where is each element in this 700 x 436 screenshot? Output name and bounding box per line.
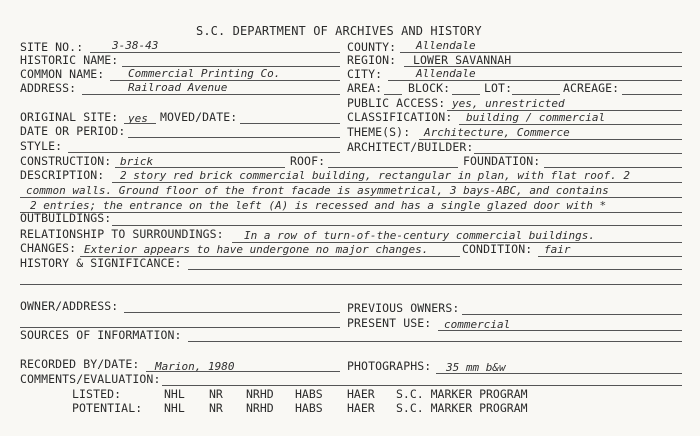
- lot-label: LOT:: [484, 81, 513, 95]
- architect-label: ARCHITECT/BUILDER:: [347, 140, 474, 154]
- condition-line: [538, 256, 682, 257]
- county-value: Allendale: [416, 39, 476, 52]
- site-no-line: [90, 52, 340, 53]
- description-line-3: 2 entries; the entrance on the left (A) is recessed and has a single glazed door with *: [30, 199, 607, 212]
- previous-owners-label: PREVIOUS OWNERS:: [347, 301, 460, 315]
- foundation-line: [544, 167, 682, 168]
- card-header: S.C. DEPARTMENT OF ARCHIVES AND HISTORY: [196, 24, 482, 38]
- roof-line: [328, 167, 458, 168]
- address-label: ADDRESS:: [20, 81, 77, 95]
- condition-label: CONDITION:: [462, 242, 533, 256]
- outbuildings-line: [112, 225, 682, 226]
- history-label: HISTORY & SIGNIFICANCE:: [20, 256, 182, 270]
- listed-nr: NR: [209, 387, 223, 401]
- classification-value: building / commercial: [466, 111, 606, 124]
- classification-label: CLASSIFICATION:: [347, 110, 453, 124]
- description-rule-3: [20, 212, 682, 213]
- potential-marker-program: S.C. MARKER PROGRAM: [396, 401, 528, 415]
- region-label: REGION:: [347, 53, 397, 67]
- acreage-line: [622, 94, 682, 95]
- date-or-period-label: DATE OR PERIOD:: [20, 124, 126, 138]
- owner-label: OWNER/ADDRESS:: [20, 299, 119, 313]
- style-label: STYLE:: [20, 139, 63, 153]
- recorded-by-label: RECORDED BY/DATE:: [20, 357, 140, 371]
- original-site-value: yes: [128, 112, 148, 125]
- changes-label: CHANGES:: [20, 241, 77, 255]
- county-label: COUNTY:: [347, 40, 397, 54]
- listed-haer: HAER: [347, 387, 375, 401]
- historic-name-label: HISTORIC NAME:: [20, 53, 119, 67]
- moved-date-label: MOVED/DATE:: [160, 110, 238, 124]
- acreage-label: ACREAGE:: [563, 81, 620, 95]
- comments-line: [162, 385, 682, 386]
- photographs-value: 35 mm b&w: [446, 361, 506, 374]
- area-line: [384, 94, 402, 95]
- common-name-value: Commercial Printing Co.: [128, 67, 281, 80]
- construction-value: brick: [120, 155, 154, 168]
- listed-label: LISTED:: [72, 387, 122, 401]
- owner-line: [124, 312, 340, 313]
- photographs-line: [436, 373, 682, 374]
- construction-line: [115, 167, 285, 168]
- lot-line: [512, 94, 560, 95]
- recorded-by-line: [146, 371, 340, 372]
- description-rule-2: [20, 197, 682, 198]
- public-access-value: yes, unrestricted: [452, 97, 565, 110]
- city-value: Allendale: [416, 67, 476, 80]
- photographs-label: PHOTOGRAPHS:: [347, 359, 432, 373]
- construction-label: CONSTRUCTION:: [20, 154, 112, 168]
- comments-label: COMMENTS/EVALUATION:: [20, 372, 161, 386]
- sources-line: [188, 341, 682, 342]
- roof-label: ROOF:: [290, 154, 326, 168]
- changes-value: Exterior appears to have undergone no major changes.: [84, 243, 429, 256]
- relationship-label: RELATIONSHIP TO SURROUNDINGS:: [20, 227, 224, 241]
- theme-label: THEME(S):: [347, 125, 411, 139]
- description-label: DESCRIPTION:: [20, 168, 105, 182]
- potential-label: POTENTIAL:: [72, 401, 143, 415]
- block-line: [452, 94, 480, 95]
- site-no-value: 3-38-43: [112, 39, 159, 52]
- site-no-label: SITE NO.:: [20, 40, 84, 54]
- block-label: BLOCK:: [408, 81, 451, 95]
- previous-owners-line: [462, 314, 682, 315]
- history-line-2: [20, 284, 682, 285]
- present-use-label: PRESENT USE:: [347, 316, 432, 330]
- history-line-1: [188, 269, 682, 270]
- description-line-1: 2 story red brick commercial building, rectangular in plan, with flat roof. 2: [120, 169, 630, 182]
- outbuildings-label: OUTBUILDINGS:: [20, 211, 112, 225]
- recorded-by-value: Marion, 1980: [155, 360, 235, 373]
- style-line: [68, 152, 340, 153]
- potential-nhl: NHL: [164, 401, 185, 415]
- classification-line: [459, 124, 682, 125]
- condition-value: fair: [544, 243, 571, 256]
- listed-habs: HABS: [295, 387, 323, 401]
- present-use-value: commercial: [444, 318, 511, 331]
- potential-nrhd: NRHD: [246, 401, 274, 415]
- present-use-line: [438, 330, 682, 331]
- area-label: AREA:: [347, 81, 383, 95]
- sources-label: SOURCES OF INFORMATION:: [20, 328, 182, 342]
- original-site-label: ORIGINAL SITE:: [20, 110, 119, 124]
- address-value: Railroad Avenue: [128, 81, 228, 94]
- common-name-label: COMMON NAME:: [20, 67, 105, 81]
- theme-value: Architecture, Commerce: [424, 126, 570, 139]
- listed-nrhd: NRHD: [246, 387, 274, 401]
- original-site-line: [124, 123, 156, 124]
- potential-nr: NR: [209, 401, 223, 415]
- relationship-value: In a row of turn-of-the-century commercial buildings.: [244, 229, 595, 242]
- city-label: CITY:: [347, 67, 383, 81]
- address-line: [82, 94, 340, 95]
- description-line-2: common walls. Ground floor of the front facade is asymmetrical, 3 bays-ABC, and contains: [26, 184, 609, 197]
- listed-nhl: NHL: [164, 387, 185, 401]
- foundation-label: FOUNDATION:: [463, 154, 541, 168]
- moved-date-line: [240, 123, 340, 124]
- description-rule-1: [112, 182, 682, 183]
- region-value: LOWER SAVANNAH: [413, 53, 512, 67]
- potential-habs: HABS: [295, 401, 323, 415]
- potential-haer: HAER: [347, 401, 375, 415]
- public-access-label: PUBLIC ACCESS:: [347, 96, 446, 110]
- date-or-period-line: [128, 137, 340, 138]
- listed-marker-program: S.C. MARKER PROGRAM: [396, 387, 528, 401]
